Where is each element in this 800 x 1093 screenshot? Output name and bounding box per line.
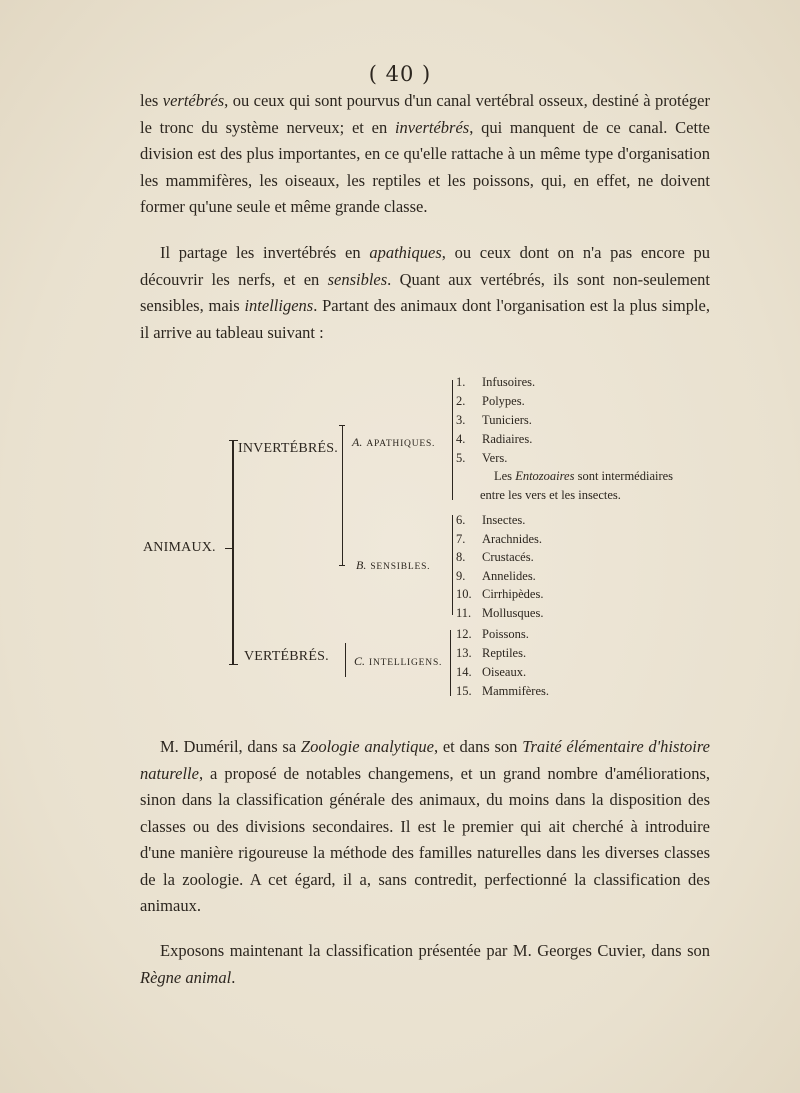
class-item [456, 684, 549, 699]
paragraph-4 [140, 938, 710, 991]
entozoaires-note [494, 469, 673, 484]
table-root-animaux: ANIMAUX. [143, 540, 216, 555]
note-part: sont intermédiaires [574, 469, 674, 483]
text-run: , ou ceux dont on n'a pas encore pu découvrir les nerfs, et en [140, 243, 710, 289]
class-name: Arachnides. [482, 531, 543, 546]
class-number: 8. [456, 550, 466, 564]
a-label: APATHIQUES. [366, 439, 436, 449]
italic-run: intelligens [244, 296, 314, 315]
class-item [456, 513, 525, 528]
text-run: Il partage les invertébrés en [160, 243, 370, 262]
brace-tick [229, 664, 238, 665]
class-name: Poissons. [482, 627, 529, 641]
class-item [456, 627, 529, 642]
italic-run: vertébrés [162, 91, 225, 110]
brace-tick [229, 440, 238, 441]
text-run: les [140, 91, 163, 110]
class-number: 2. [456, 394, 466, 408]
brace-tick [339, 425, 345, 426]
text-run: , ou ceux qui sont pourvus d'un canal vertébral osseux, destiné à protéger le tronc du système nerveux; et en [140, 91, 710, 137]
brace-tick [225, 548, 233, 549]
class-number: 1. [456, 375, 466, 389]
class-item [456, 606, 543, 621]
text-run: , a proposé de notables changemens, et un grand nombre d'améliorations, sinon dans la classification générale des animaux, du moins dans la disposition des classes ou des divisions secondaires. Il est le premier qui ait cherché à introduire d'une manière rigoureuse la méthode des familles naturelles dans les diverses classes de la zoologie. A cet égard, il a, sans contredit, perfectionné la classification des animaux. [140, 763, 710, 915]
text-run: . Quant aux vertébrés, ils sont non-seulement sensibles, mais [140, 269, 710, 315]
apathiques-brace [452, 380, 453, 500]
italic-run: Règne animal [140, 967, 232, 987]
text-run: . [231, 967, 236, 987]
class-number: 15. [456, 684, 472, 698]
c-prefix: C. [354, 654, 366, 668]
italic-run: sensibles [327, 269, 388, 289]
text-run: Exposons maintenant la classification présentée par M. Georges Cuvier, dans son [160, 941, 710, 960]
class-item [456, 432, 532, 447]
class-number: 3. [456, 413, 466, 427]
class-name: Infusoires. [482, 375, 536, 389]
b-label: SENSIBLES. [370, 562, 431, 572]
italic-run: apathiques [369, 243, 442, 262]
class-name: Vers. [482, 451, 508, 465]
class-name: Mollusques. [482, 605, 544, 620]
text-run: , qui manquent de ce canal. Cette division est des plus importantes, en ce qu'elle rattache à un même type d'organisation les mammifères, les oiseaux, les reptiles et les poissons, qui, en effet, ne doivent former qu'une seule et même grande classe. [140, 117, 710, 216]
note-italic: Entozoaires [515, 469, 575, 483]
class-number: 9. [456, 568, 466, 583]
class-name: Insectes. [482, 513, 526, 527]
table-vertebres: VERTÉBRÉS. [244, 649, 329, 664]
class-item [456, 646, 526, 661]
class-item [456, 587, 543, 602]
class-item [456, 413, 532, 428]
paragraph-3 [140, 734, 710, 920]
class-number: 6. [456, 513, 466, 527]
text-run: M. Duméril, dans sa [160, 737, 301, 756]
page-number: ( 40 ) [368, 62, 432, 86]
class-item [456, 569, 536, 584]
table-c-label [354, 652, 442, 670]
class-number: 5. [456, 451, 466, 465]
intelligens-brace [450, 630, 451, 696]
text-run: , et dans son [433, 737, 523, 756]
class-number: 4. [456, 432, 466, 446]
class-number: 13. [456, 646, 472, 660]
vertebres-brace [345, 643, 346, 677]
c-label: INTELLIGENS. [369, 658, 443, 668]
class-item [456, 532, 542, 547]
class-item [456, 451, 507, 466]
class-item [456, 375, 535, 390]
italic-run: Zoologie analytique [300, 737, 434, 756]
class-item [456, 550, 534, 565]
animaux-brace [232, 440, 234, 665]
b-prefix: B. [356, 558, 367, 572]
italic-run: Traité élémentaire d'histoire naturelle [140, 737, 710, 783]
class-name: Mammifères. [482, 684, 549, 698]
table-a-label [352, 433, 435, 451]
brace-tick [339, 565, 345, 566]
sensibles-brace [452, 515, 453, 615]
class-name: Polypes. [482, 394, 525, 408]
invertebres-brace [342, 425, 343, 565]
class-name: Annelides. [482, 568, 536, 583]
class-name: Crustacés. [482, 550, 534, 564]
note-part: Les [494, 469, 516, 483]
class-item [456, 665, 526, 680]
class-name: Oiseaux. [482, 665, 527, 679]
class-name: Radiaires. [482, 432, 533, 446]
table-b-label [356, 556, 430, 574]
table-invertebres: INVERTÉBRÉS. [238, 441, 338, 456]
a-prefix: A. [352, 435, 363, 449]
class-name: Reptiles. [482, 646, 527, 660]
class-number: 10. [456, 587, 472, 601]
class-number: 7. [456, 531, 466, 546]
text-run: . Partant des animaux dont l'organisation est la plus simple, il arrive au tableau suivant : [140, 296, 710, 342]
class-name: Cirrhipèdes. [482, 587, 544, 601]
class-number: 11. [456, 605, 472, 620]
class-number: 14. [456, 665, 472, 679]
entozoaires-note-line2: entre les vers et les insectes. [480, 488, 621, 502]
class-number: 12. [456, 627, 472, 641]
class-name: Tuniciers. [482, 413, 532, 427]
italic-run: invertébrés [394, 117, 470, 137]
class-item [456, 394, 525, 409]
